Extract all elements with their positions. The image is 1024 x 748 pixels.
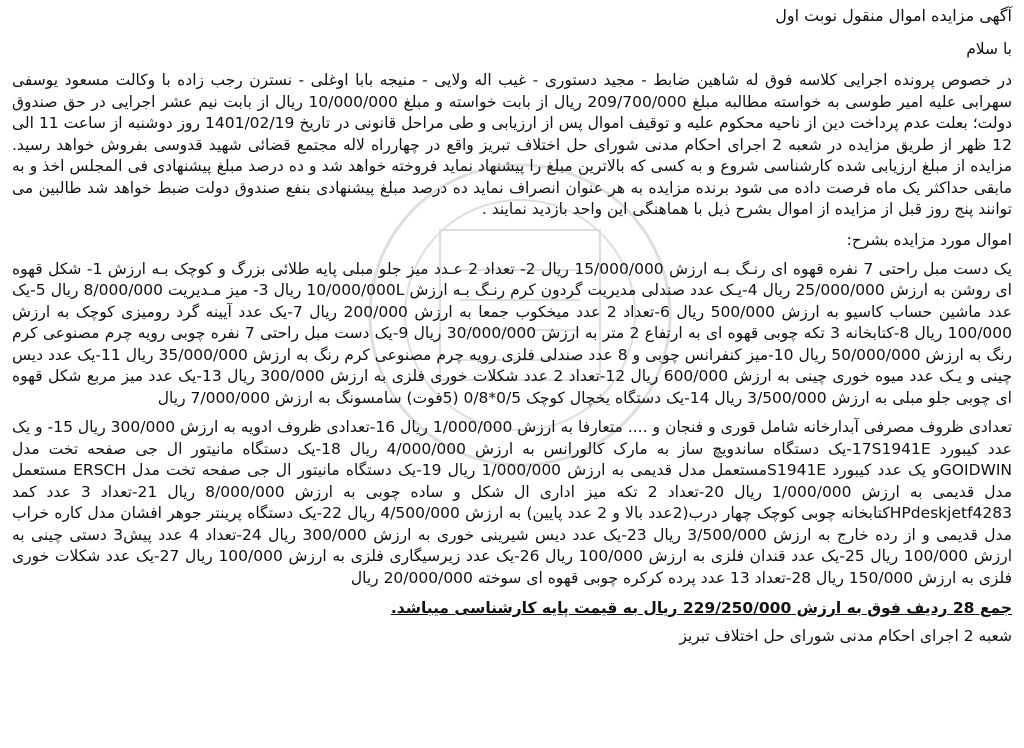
items-heading: اموال مورد مزایده بشرح:: [846, 230, 1012, 249]
footer-signature: شعبه 2 اجرای احکام مدنی شورای حل اختلاف تبریز: [679, 627, 1012, 645]
items-block-1: یک دست مبل راحتی 7 نفره قهوه ای رنـگ بـه ارزش 15/000/000 ریال 2- تعداد 2 عـدد میز جلو مبلی پایه طلائی بزرگ و کوچک بـه ارزش 1- شکل قهوه ای روشن به ارزش 25/000/000 ریال 4-یـک عدد صندلی مدیریت گردون کرم رنـگ بـه ارزش 10/000/000L ریال 3- میز مـدیریت 8/000/000 ریال 5-یک عدد ماشین حساب کاسیو به ارزش 500/000 ریال 6-تعداد 2 عدد میخکوب جمعا به ارزش 200/000 ریال 7-یک عدد آیینه گرد رومیزی کوچک به ارزش 100/000 ریال 8-کتابخانه 3 تکه چوبی قهوه ای به ارتفاع 2 متر به ارزش 30/000/000 ریال 9-یک دست مبل راحتی 7 نفره چوبی رویه چرم مصنوعی کرم رنگ به ارزش 50/000/000 ریال 10-میز کنفرانس چوبی و 8 عدد صندلی فلزی رویه چرم مصنوعی کرم رنگ به ارزش 35/000/000 ریال 11-یک عدد دیس چینی و یـک عدد میوه خوری چینی به ارزش 600/000 ریال 12-تعداد 2 عدد شکلات خوری فلزی به ارزش 300/000 ریال 13-یک عدد میز مربع شکل قهوه ای چوبی جلو مبلی به ارزش 3/500/000 ریال 14-یک دستگاه یخچال کوچک 0/5*0/8 (5فوت) سامسونگ به ارزش 7/000/000 ریال: [12, 259, 1013, 407]
total-line: جمع 28 ردیف فوق به ارزش 229/250/000 ریال به قیمت پایه کارشناسی میباشد.: [390, 599, 1012, 617]
notice-title: آگهی مزایده اموال منقول نوبت اول: [775, 6, 1012, 25]
items-block-2: تعدادی ظروف مصرفی آبدارخانه شامل قوری و فنجان و .... متعارفا به ارزش 1/000/000 ریال 16-تعدادی ظروف ادویه به ارزش 300/000 ریال 15- و یک عدد کیبورد 17S1941E-یک دستگاه ساندویچ ساز به مارک کالورانس به ارزش 4/000/000 ریال 18-یک دستگاه مانیتور ال جی صفحه تخت مدل GOIDWINو یک عدد کیبورد S1941Eمستعمل مدل قدیمی به ارزش 1/000/000 ریال 19-یک دستگاه مانیتور ال جی صفحه تخت مدل ERSCH مستعمل مدل قدیمی به ارزش 1/000/000 ریال 20-تعداد 2 تکه میز اداری ال شکل و ساده چوبی به ارزش 8/000/000 ریال 21-تعداد 3 عدد کمد HPdeskjetf4283کتابخانه چوبی کوچک چهار درب(2عدد بالا و 2 عدد پایین) به ارزش 4/500/000 ریال 22-یک دستگاه پرینتر جوهر افشان مدل کاره خراب مدل قدیمی و از رده خارج به ارزش 3/500/000 ریال 23-یک عدد دیس شیرینی خوری به ارزش 300/000 ریال 24-تعداد 4 عدد پیش3 دستی چینی به ارزش 100/000 ریال 25-یک عدد قندان فلزی به ارزش 100/000 ریال 26-یک عدد زیرسیگاری فلزی به ارزش 100/000 ریال 27-یک عدد شکلات خوری فلزی به ارزش 150/000 ریال 28-تعداد 13 عدد پرده کرکره چوبی قهوه ای سوخته 20/000/000 ریال: [12, 418, 1013, 587]
intro-paragraph: در خصوص پرونده اجرایی کلاسه فوق له شاهین ضابط - مجید دستوری - غیب اله ولایی - منیجه بابا اوغلی - نسترن رجب زاده با وکالت مسعود یوسفی سهرابی علیه امیر طوسی به خواسته مطالبه مبلغ 209/700/000 ریال از بابت خواسته و مبلغ 10/000/000 ریال از بابت نیم عشر اجرایی در حق صندوق دولت؛ بعلت عدم پرداخت دین از ناحیه محکوم علیه و توقیف اموال پس از ارزیابی و طی مراحل قانونی در تاریخ 1401/02/19 روز دوشنبه از ساعت 11 الی 12 ظهر از طریق مزایده در شعبه 2 اجرای احکام مدنی شورای حل اختلاف تبریز واقع در چهارراه لاله مجتمع قضائی شهید قدوسی بفروش خواهد رسید. مزایده از مبلغ ارزیابی شده کارشناسی شروع و به کسی که بالاترین مبلغ را پیشنهاد نماید فروخته خواهد شد و ده درصد مبلغ پیشنهادی فی المجلس اخذ و به مابقی حداکثر یک ماه فرصت داده می شود برنده مزایده به هر عنوان انصراف نماید ده درصد مبلغ پیشنهادی بنفع صندوق دولت ضبط خواهد شد طالبین می توانند پنج روز قبل از مزایده از اموال بشرح ذیل با هماهنگی این واحد بازدید نمایند .: [12, 71, 1013, 218]
salutation: با سلام: [966, 40, 1012, 58]
